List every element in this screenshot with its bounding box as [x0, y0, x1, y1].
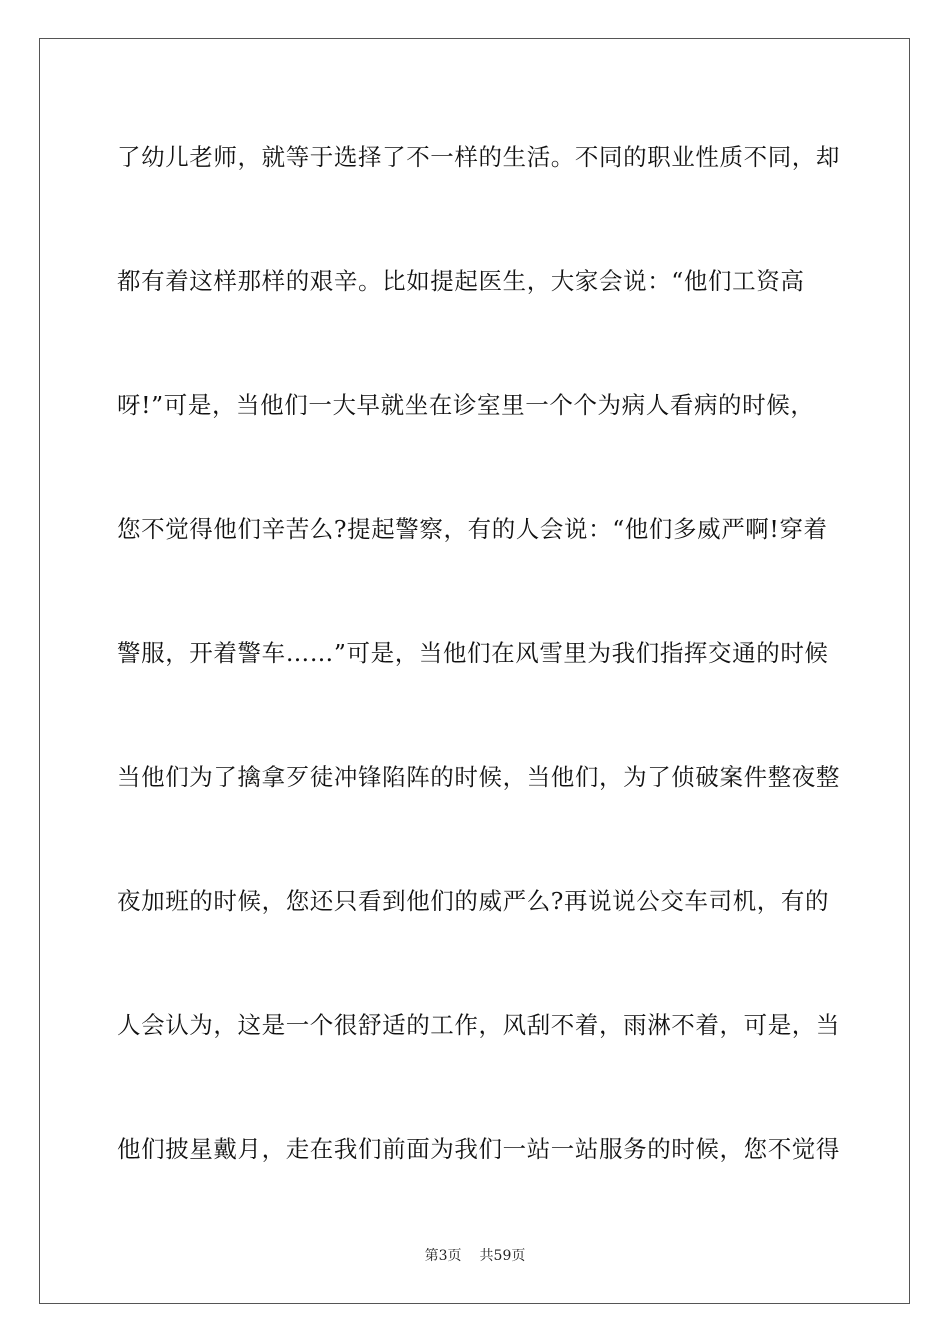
text-line: 您不觉得他们辛苦么?提起警察，有的人会说：“他们多威严啊!穿着: [117, 515, 828, 543]
text-line: 都有着这样那样的艰辛。比如提起医生，大家会说：“他们工资高: [117, 267, 805, 295]
text-line: 人会认为，这是一个很舒适的工作，风刮不着，雨淋不着，可是，当: [117, 1011, 840, 1039]
page-footer: [0, 1246, 950, 1266]
text-line: 当他们为了擒拿歹徒冲锋陷阵的时候，当他们，为了侦破案件整夜整: [117, 763, 840, 791]
text-line: 了幼儿老师，就等于选择了不一样的生活。不同的职业性质不同，却: [117, 143, 840, 171]
text-line: 他们披星戴月，走在我们前面为我们一站一站服务的时候，您不觉得: [117, 1135, 840, 1163]
total-pages: 共59页: [479, 1248, 526, 1264]
text-line: 警服，开着警车……”可是，当他们在风雪里为我们指挥交通的时候: [117, 639, 829, 667]
text-line: 呀!”可是，当他们一大早就坐在诊室里一个个为病人看病的时候，: [117, 391, 815, 419]
text-line: 夜加班的时候，您还只看到他们的威严么?再说说公交车司机，有的: [117, 887, 830, 915]
current-page-number: 第3页: [424, 1248, 462, 1264]
document-body: [117, 126, 840, 1242]
